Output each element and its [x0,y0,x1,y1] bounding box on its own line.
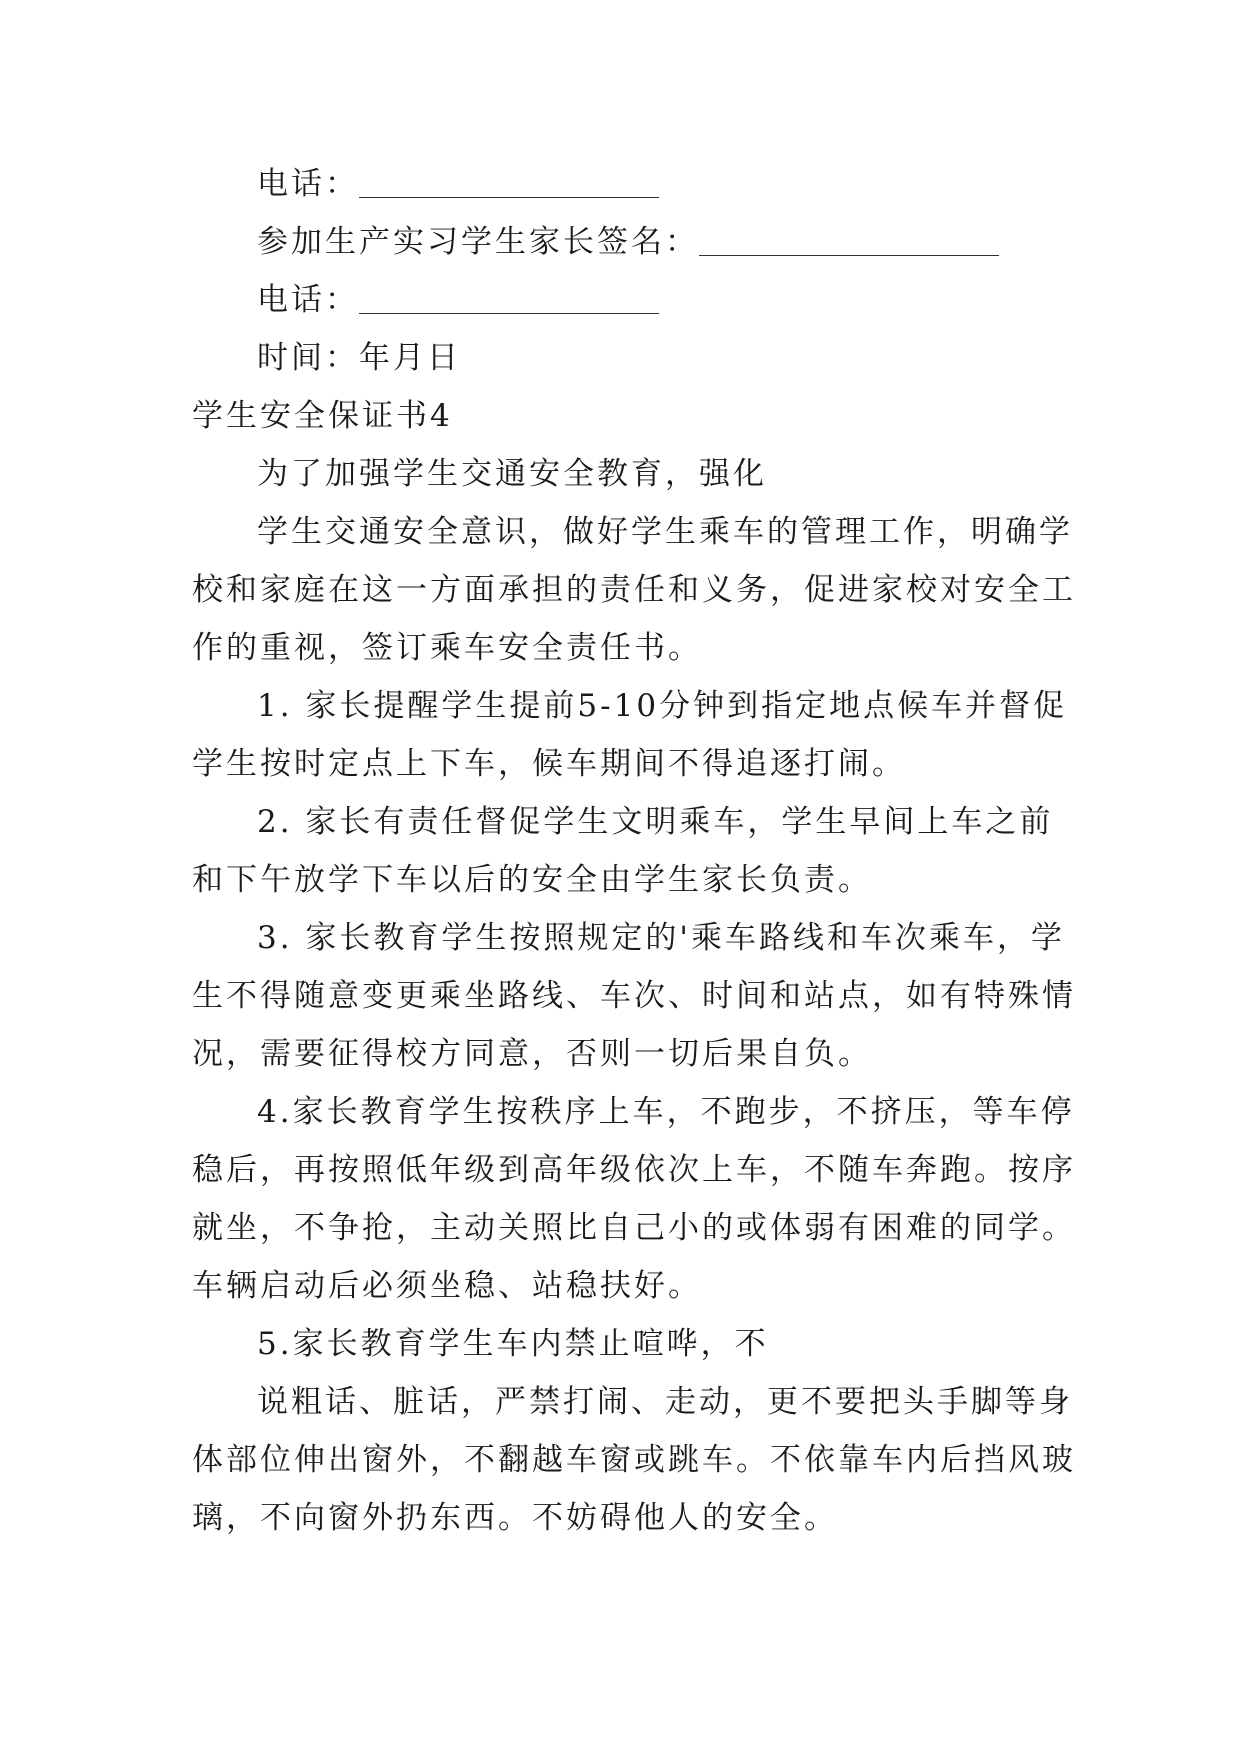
item-2-line-2: 和下午放学下车以后的安全由学生家长负责。 [192,862,872,898]
intro-line-4: 作的重视，签订乘车安全责任书。 [192,630,702,666]
item-4-line-3: 就坐，不争抢，主动关照比自己小的或体弱有困难的同学。 [192,1210,1076,1246]
phone-label-1: 电话： [257,166,359,202]
parent-signature-line [257,222,999,262]
intro-line-1: 为了加强学生交通安全教育，强化 [257,456,767,492]
phone-blank-2[interactable] [359,280,659,320]
item-4-line-1: 4.家长教育学生按秩序上车，不跑步，不挤压，等车停 [257,1094,1075,1130]
item-3-line-2: 生不得随意变更乘坐路线、车次、时间和站点，如有特殊情 [192,978,1076,1014]
item-4-line-2: 稳后，再按照低年级到高年级依次上车，不随车奔跑。按序 [192,1152,1076,1188]
item-5-line-1: 5.家长教育学生车内禁止喧哗，不 [257,1326,769,1362]
item-3-line-3: 况，需要征得校方同意，否则一切后果自负。 [192,1036,872,1072]
parent-signature-blank[interactable] [699,222,999,262]
phone-blank-1[interactable] [359,164,659,204]
parent-signature-label: 参加生产实习学生家长签名： [257,224,699,260]
item-1-line-1: 1. 家长提醒学生提前5-10分钟到指定地点候车并督促 [257,688,1068,724]
phone-line-2 [257,280,659,320]
item-2-line-1: 2. 家长有责任督促学生文明乘车，学生早间上车之前 [257,804,1054,840]
item-5-line-3: 体部位伸出窗外，不翻越车窗或跳车。不依靠车内后挡风玻 [192,1442,1076,1478]
section-title: 学生安全保证书4 [192,398,453,434]
intro-line-2: 学生交通安全意识，做好学生乘车的管理工作，明确学 [257,514,1073,550]
item-5-line-4: 璃，不向窗外扔东西。不妨碍他人的安全。 [192,1500,838,1536]
item-5-line-2: 说粗话、脏话，严禁打闹、走动，更不要把头手脚等身 [257,1384,1073,1420]
item-1-line-2: 学生按时定点上下车，候车期间不得追逐打闹。 [192,746,906,782]
date-line: 时间：年月日 [257,340,461,376]
phone-line-1 [257,164,659,204]
item-3-line-1: 3. 家长教育学生按照规定的'乘车路线和车次乘车，学 [257,920,1065,956]
item-4-line-4: 车辆启动后必须坐稳、站稳扶好。 [192,1268,702,1304]
intro-line-3: 校和家庭在这一方面承担的责任和义务，促进家校对安全工 [192,572,1076,608]
phone-label-2: 电话： [257,282,359,318]
